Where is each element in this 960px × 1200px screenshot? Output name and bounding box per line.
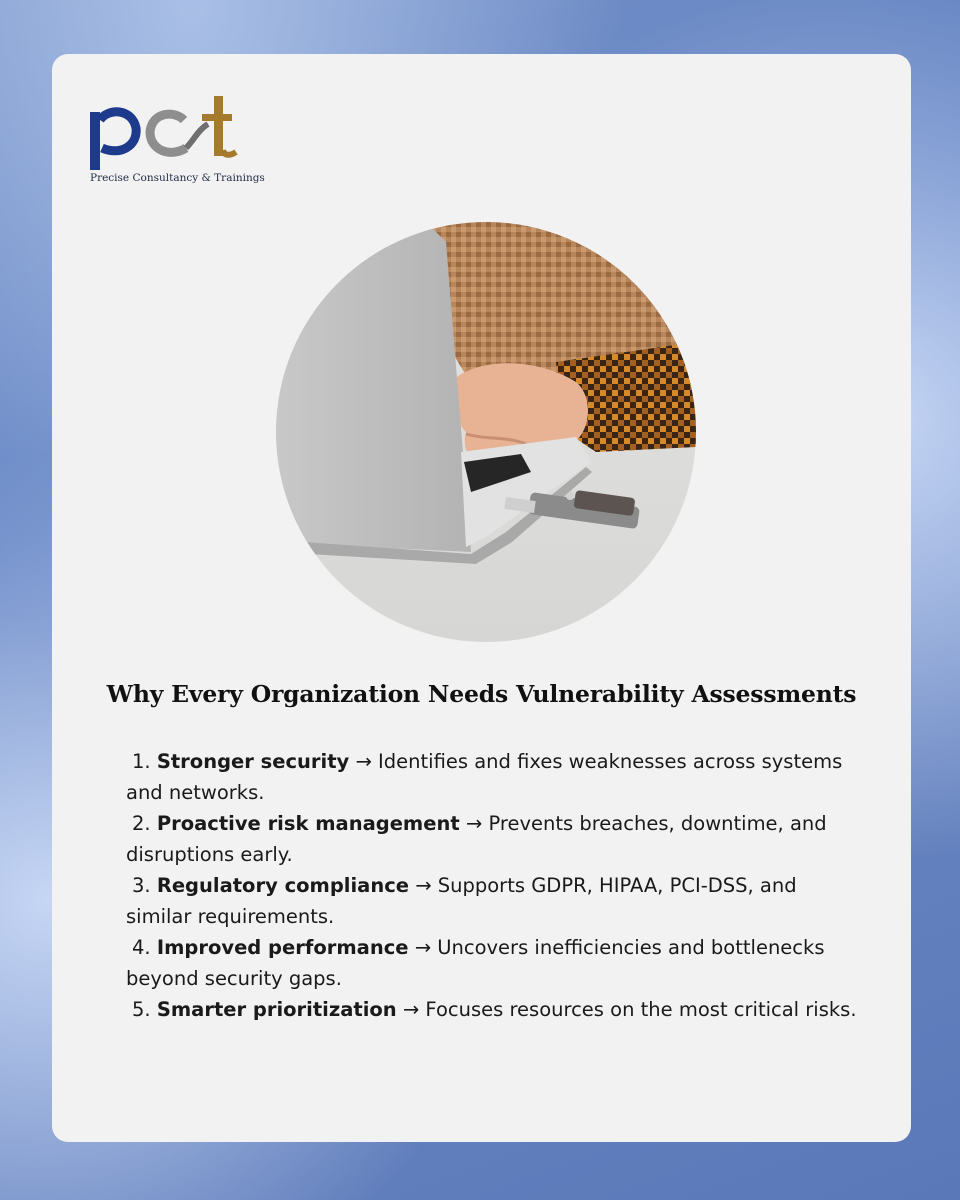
arrow-icon: → bbox=[414, 936, 432, 959]
item-title: Stronger security bbox=[156, 750, 350, 773]
list-item bbox=[126, 870, 866, 932]
item-number: 1. bbox=[132, 750, 151, 773]
item-text: Focuses resources on the most critical risks. bbox=[425, 998, 857, 1021]
item-title: Proactive risk management bbox=[156, 812, 460, 835]
item-number: 2. bbox=[132, 812, 151, 835]
logo-tagline: Precise Consultancy & Trainings bbox=[90, 172, 265, 184]
item-text: Prevents breaches, downtime, and disruptions early. bbox=[126, 812, 827, 866]
arrow-icon: → bbox=[402, 998, 420, 1021]
item-number: 3. bbox=[132, 874, 151, 897]
arrow-icon: → bbox=[355, 750, 372, 773]
pct-logo-mark bbox=[90, 90, 240, 172]
arrow-icon: → bbox=[465, 812, 483, 835]
item-text: Supports GDPR, HIPAA, PCI-DSS, and similar requirements. bbox=[126, 874, 797, 928]
content-card bbox=[52, 54, 911, 1142]
list-item bbox=[126, 808, 866, 870]
item-text: Uncovers inefficiencies and bottlenecks beyond security gaps. bbox=[126, 936, 825, 990]
list-item bbox=[126, 932, 866, 994]
item-number: 4. bbox=[132, 936, 151, 959]
main-heading: Why Every Organization Needs Vulnerability Assessments bbox=[106, 680, 857, 708]
laptop-usb-photo bbox=[276, 222, 696, 642]
item-number: 5. bbox=[132, 998, 151, 1021]
list-item bbox=[126, 994, 866, 1025]
item-title: Smarter prioritization bbox=[156, 998, 397, 1021]
item-text: Identifies and fixes weaknesses across systems and networks. bbox=[126, 750, 843, 804]
item-title: Improved performance bbox=[156, 936, 409, 959]
list-item bbox=[126, 746, 866, 808]
benefits-list bbox=[126, 746, 866, 1025]
item-title: Regulatory compliance bbox=[156, 874, 409, 897]
arrow-icon: → bbox=[415, 874, 432, 897]
pct-logo bbox=[90, 90, 265, 190]
